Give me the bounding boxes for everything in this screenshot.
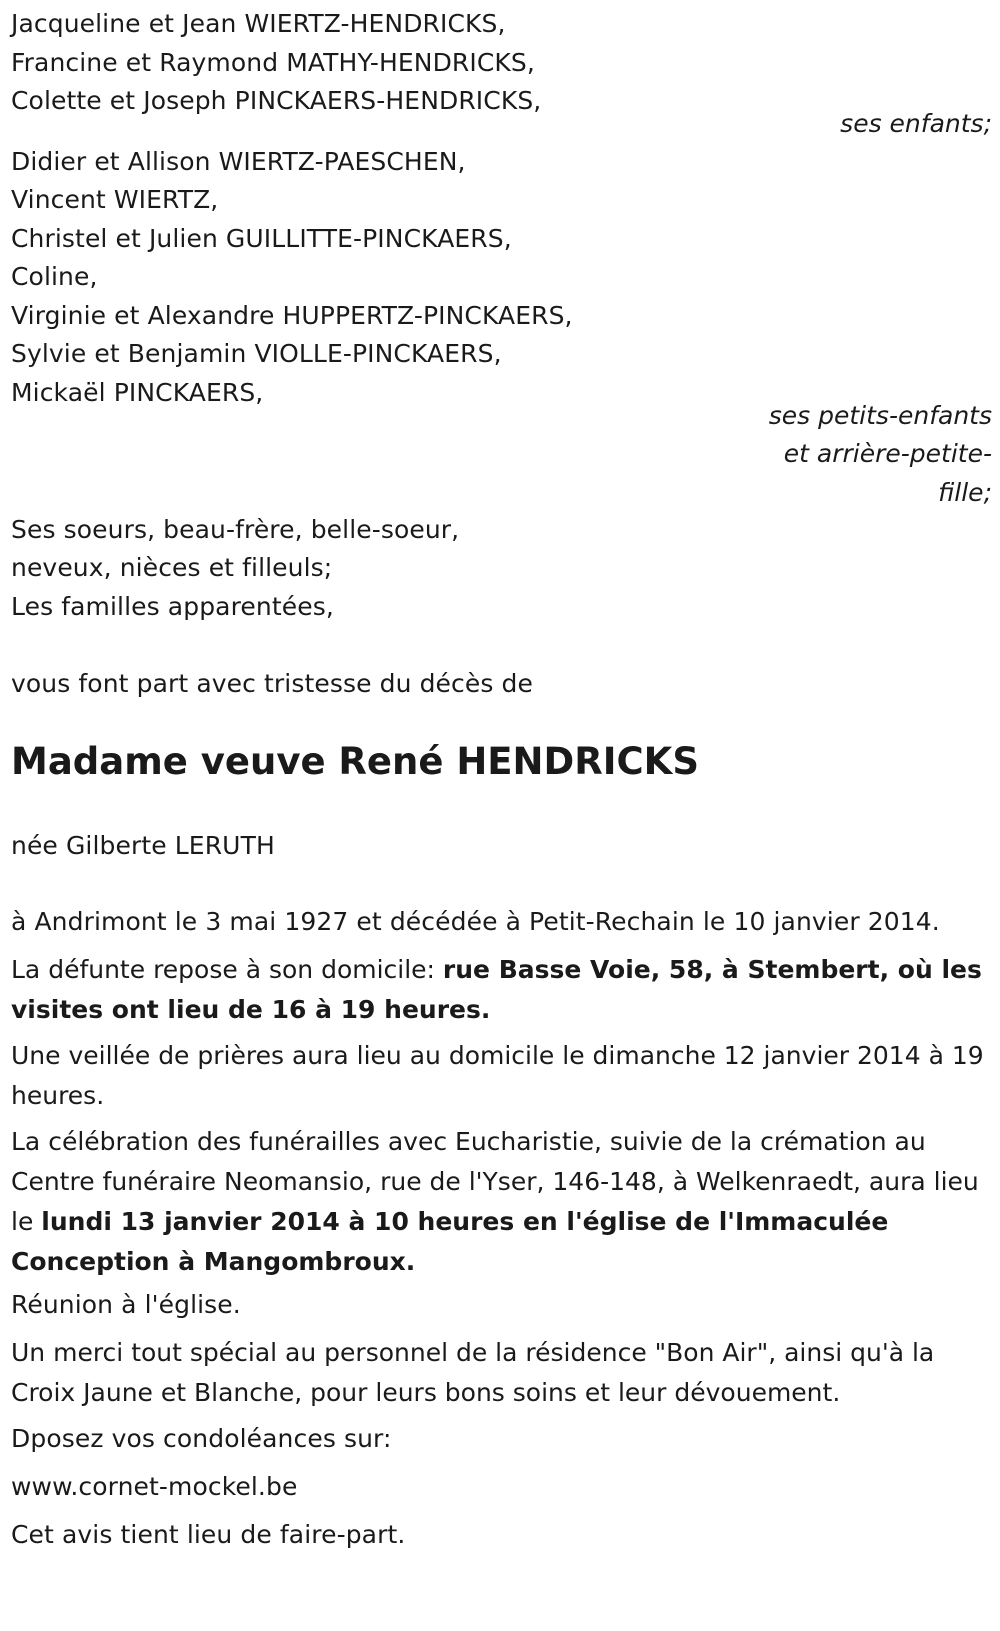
relatives-line: Ses soeurs, beau-frère, belle-soeur, (11, 515, 460, 544)
grandchild-name: Christel et Julien GUILLITTE-PINCKAERS, (11, 224, 512, 253)
funeral-intro: La célébration des funérailles avec Eucharistie, suivie de la crémation au Centre funéraire Neomansio, rue de l'Yser, 146-148, à Welkenraedt, aura lieu le (11, 1127, 979, 1236)
closing-line: Cet avis tient lieu de faire-part. (11, 1520, 406, 1549)
grandchildren-label: et arrière-petite- (783, 439, 992, 468)
relatives-line: Les familles apparentées, (11, 592, 334, 621)
dates-line: à Andrimont le 3 mai 1927 et décédée à Petit-Rechain le 10 janvier 2014. (11, 907, 940, 936)
birth-name: née Gilberte LERUTH (11, 831, 275, 860)
children-label: ses enfants; (840, 109, 992, 138)
grandchild-name: Coline, (11, 262, 98, 291)
relatives-line: neveux, nièces et filleuls; (11, 553, 333, 582)
website-link[interactable]: www.cornet-mockel.be (11, 1472, 298, 1501)
deceased-name: Madame veuve René HENDRICKS (11, 740, 699, 783)
grandchild-name: Sylvie et Benjamin VIOLLE-PINCKAERS, (11, 339, 502, 368)
child-name: Francine et Raymond MATHY-HENDRICKS, (11, 48, 535, 77)
grandchildren-label: fille; (938, 478, 992, 507)
funeral-details: lundi 13 janvier 2014 à 10 heures en l'église de l'Immaculée Conception à Mangombroux. (11, 1207, 889, 1276)
condolences-label: Dposez vos condoléances sur: (11, 1424, 392, 1453)
repose-paragraph (11, 950, 992, 1030)
grandchild-name: Didier et Allison WIERTZ-PAESCHEN, (11, 147, 466, 176)
thanks-paragraph: Un merci tout spécial au personnel de la résidence "Bon Air", ainsi qu'à la Croix Jaune et Blanche, pour leurs bons soins et leur dévouement. (11, 1338, 935, 1407)
grandchild-name: Mickaël PINCKAERS, (11, 378, 264, 407)
child-name: Colette et Joseph PINCKAERS-HENDRICKS, (11, 86, 542, 115)
vigil-paragraph: Une veillée de prières aura lieu au domicile le dimanche 12 janvier 2014 à 19 heures. (11, 1041, 984, 1110)
repose-intro: La défunte repose à son domicile: (11, 955, 443, 984)
repose-details: rue Basse Voie, 58, à Stembert, où les visites ont lieu de 16 à 19 heures. (11, 955, 982, 1024)
child-name: Jacqueline et Jean WIERTZ-HENDRICKS, (11, 9, 506, 38)
meeting-line: Réunion à l'église. (11, 1290, 241, 1319)
grandchild-name: Vincent WIERTZ, (11, 185, 219, 214)
funeral-paragraph (11, 1122, 992, 1282)
grandchild-name: Virginie et Alexandre HUPPERTZ-PINCKAERS, (11, 301, 573, 330)
grandchildren-label: ses petits-enfants (768, 401, 992, 430)
announcement: vous font part avec tristesse du décès de (11, 669, 533, 698)
